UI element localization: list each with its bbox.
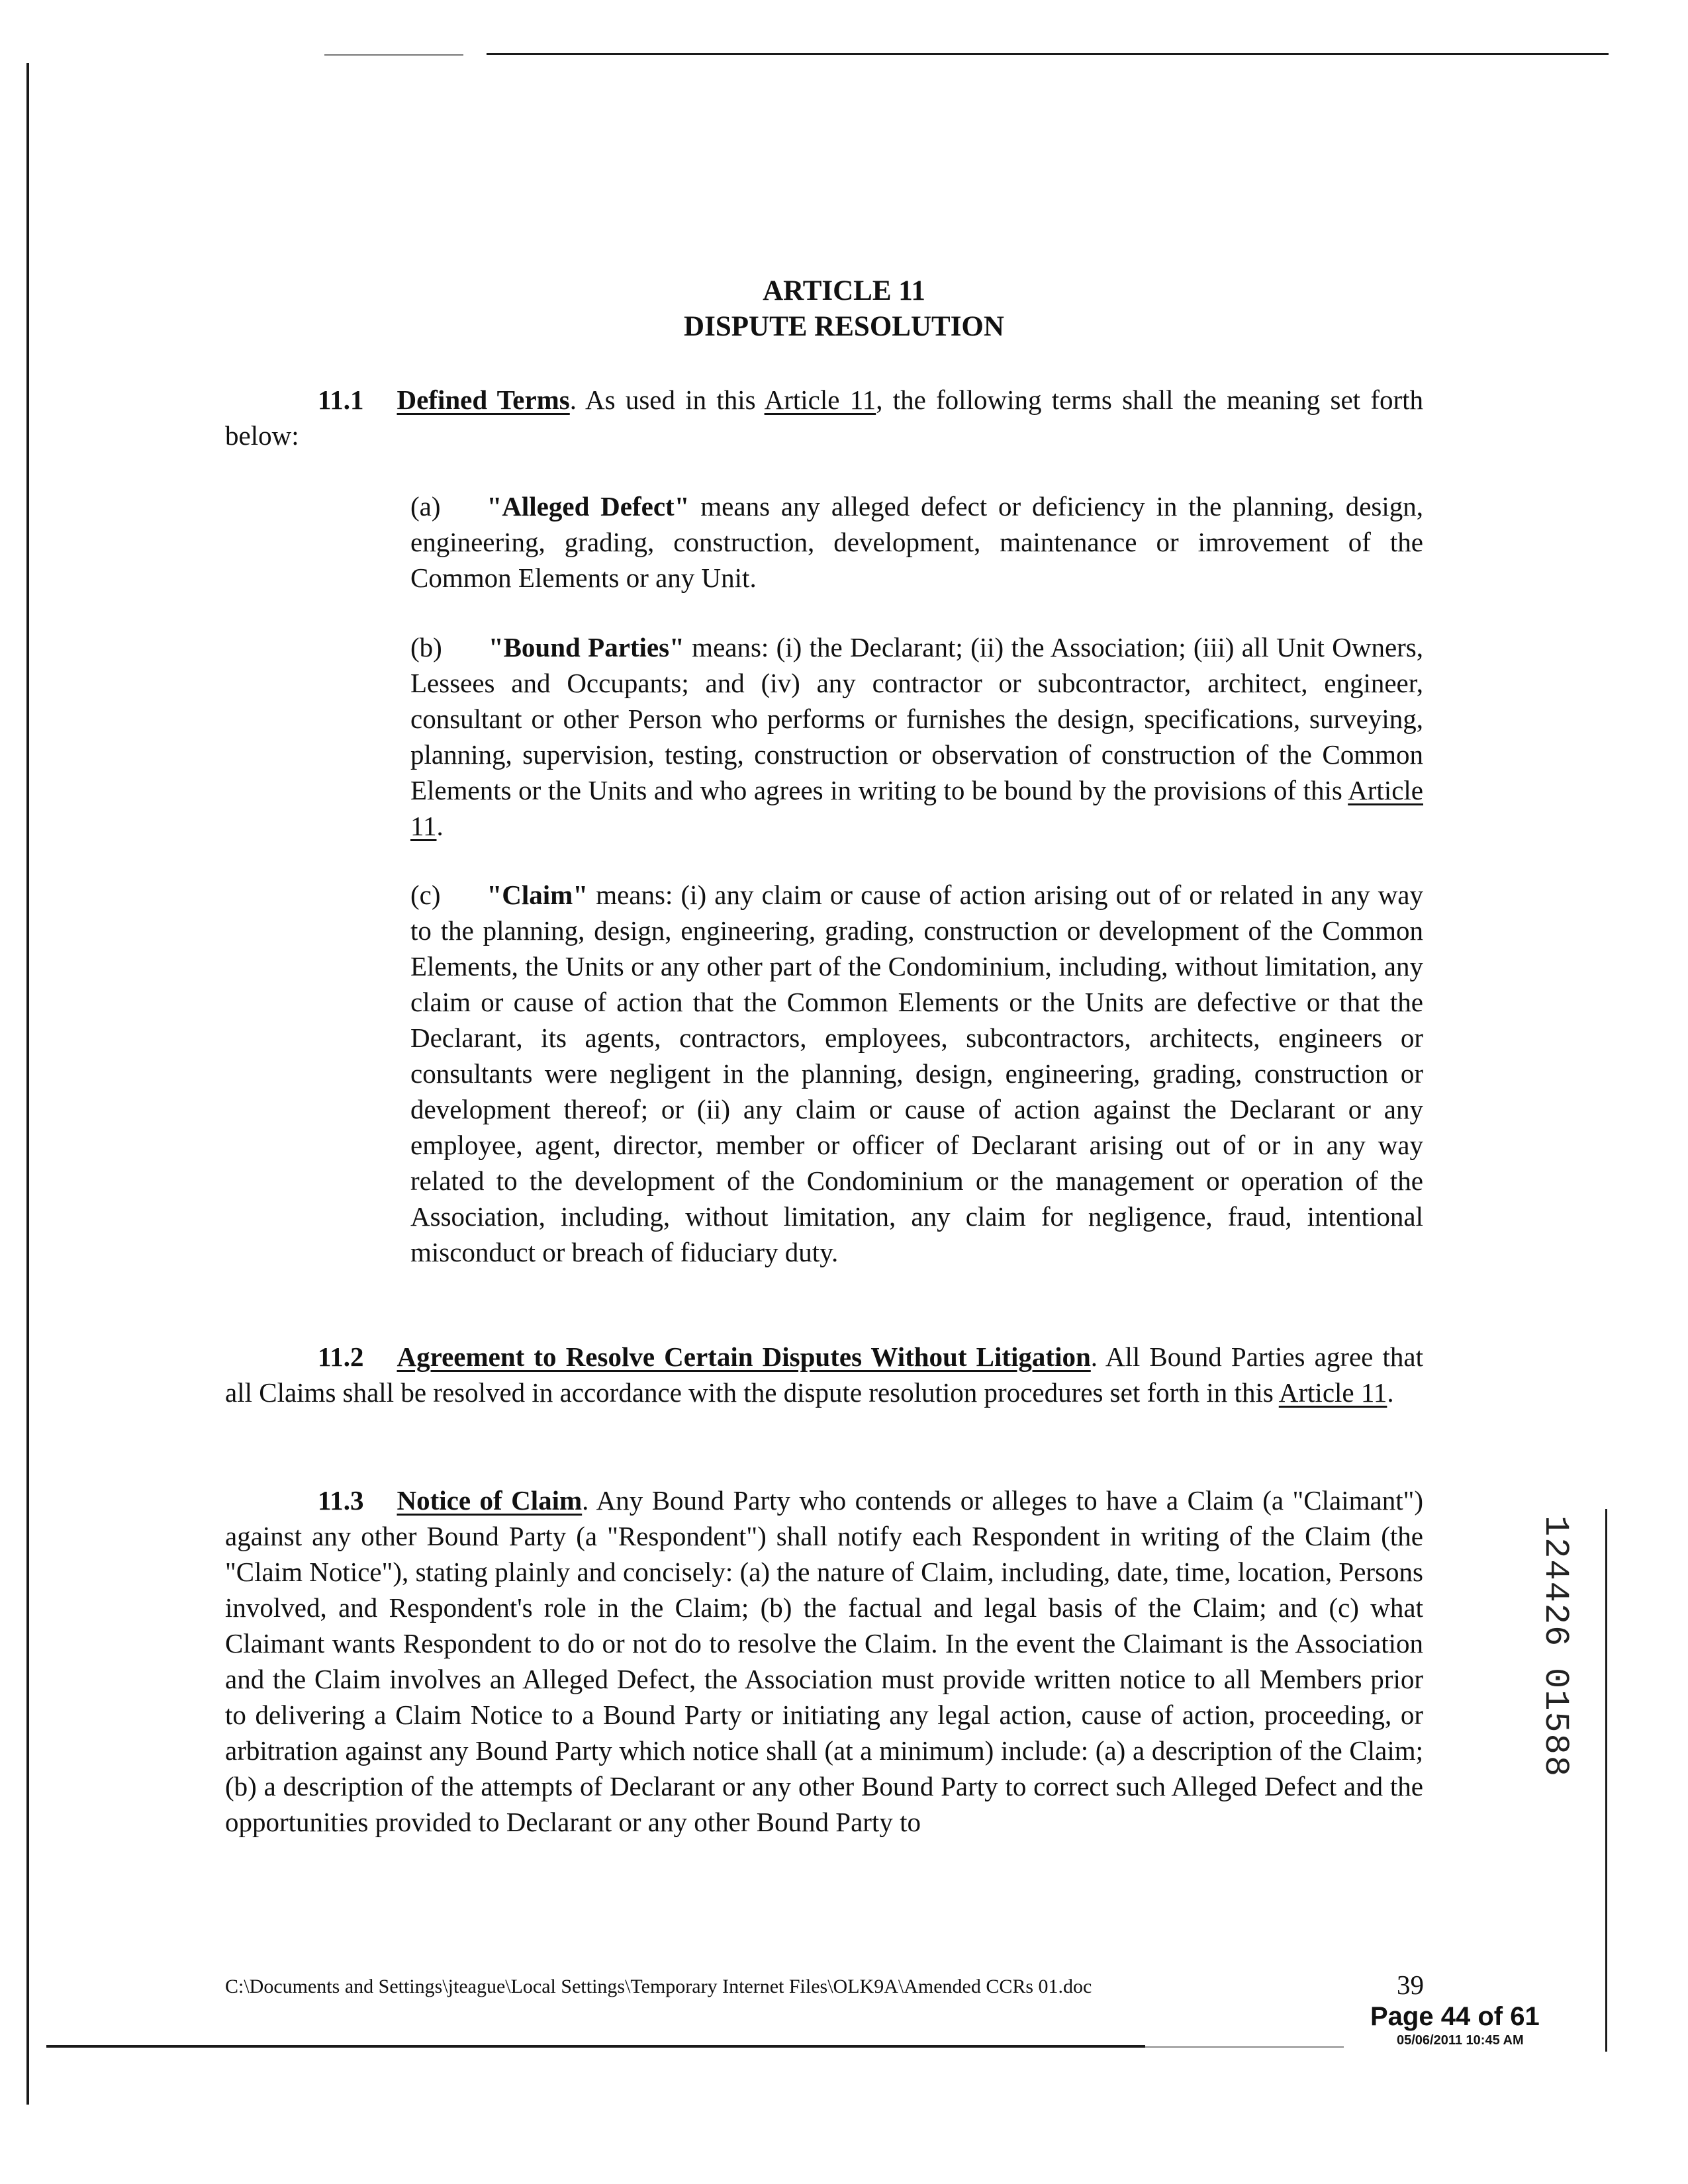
article-title: DISPUTE RESOLUTION (684, 311, 1004, 342)
defined-term: "Bound Parties" (488, 632, 684, 662)
footer-page-number: 39 (1397, 1970, 1424, 2000)
recording-stamp-top: 124426 (1536, 1516, 1575, 1648)
bottom-rule-tail (1145, 2046, 1344, 2048)
recording-stamp-bottom: 01588 (1536, 1668, 1575, 1778)
article-number: ARTICLE 11 (763, 275, 925, 306)
section-number: 11.2 (318, 1342, 364, 1372)
section-heading: Notice of Claim (397, 1485, 583, 1516)
top-rule (487, 53, 1609, 55)
footer-timestamp: 05/06/2011 10:45 AM (1397, 2033, 1524, 2048)
section-heading: Agreement to Resolve Certain Disputes Without Litigation (397, 1342, 1091, 1372)
section-number: 11.3 (318, 1485, 364, 1516)
page-of-label: Page 44 of 61 (1370, 2002, 1540, 2031)
top-rule-short (324, 54, 463, 56)
section-number: 11.1 (318, 385, 364, 415)
bottom-rule (46, 2045, 1145, 2048)
item-label: (b) (410, 632, 442, 662)
left-margin-rule (26, 63, 29, 2105)
defined-term: "Claim" (487, 880, 588, 910)
section-heading: Defined Terms (397, 385, 570, 415)
item-label: (c) (410, 880, 441, 910)
section-11-2: 11.2 Agreement to Resolve Certain Disputes Without Litigation. All Bound Parties agree that all Claims shall be resolved in accordance with the dispute resolution procedures set forth in this Article 11. (225, 1342, 1423, 1408)
footer-file-path: C:\Documents and Settings\jteague\Local Settings\Temporary Internet Files\OLK9A\Amended CCRs 01.doc (225, 1976, 1092, 1997)
definition-alleged-defect: (a) "Alleged Defect" means any alleged defect or deficiency in the planning, design, engineering, grading, construction, development, maintenance or imrovement of the Common Elements or any Unit. (410, 491, 1424, 593)
section-11-1: 11.1 Defined Terms. As used in this Article 11, the following terms shall the meaning set forth below: (225, 385, 1424, 451)
article-reference-link[interactable]: Article 11 (764, 385, 876, 415)
definition-bound-parties: (b) "Bound Parties" means: (i) the Declarant; (ii) the Association; (iii) all Unit Owners, Lessees and Occupants; and (iv) any contractor or subcontractor, architect, engineer, consultant or other Person who performs or furnishes the design, specifications, surveying, planning, supervision, testing, construction or observation of construction of the Common Elements or the Units and who agrees in writing to be bound by the provisions of this Article 11. (410, 632, 1424, 841)
item-label: (a) (410, 491, 441, 522)
right-margin-rule (1605, 1509, 1607, 2052)
definition-claim: (c) "Claim" means: (i) any claim or cause of action arising out of or related in any way to the planning, design, engineering, grading, construction or development of the Common Elements, the Units or any other part of the Condominium, including, without limitation, any claim or cause of action that the Common Elements or the Units are defective or that the Declarant, its agents, contractors, employees, subcontractors, architects, engineers or consultants were negligent in the planning, design, engineering, grading, construction or development thereof; or (ii) any claim or cause of action against the Declarant or any employee, agent, director, member or officer of Declarant arising out of or in any way related to the development of the Condominium or the management or operation of the Association, including, without limitation, any claim for negligence, fraud, intentional misconduct or breach of fiduciary duty. (410, 880, 1423, 1267)
article-reference-link[interactable]: Article 11 (410, 775, 1423, 841)
defined-term: "Alleged Defect" (487, 491, 690, 522)
article-reference-link[interactable]: Article 11 (1278, 1377, 1387, 1408)
section-11-3: 11.3 Notice of Claim. Any Bound Party who contends or alleges to have a Claim (a "Claimant") against any other Bound Party (a "Respondent") shall notify each Respondent in writing of the Claim (the "Claim Notice"), stating plainly and concisely: (a) the nature of Claim, including, date, time, location, Persons involved, and Respondent's role in the Claim; (b) the factual and legal basis of the Claim; and (c) what Claimant wants Respondent to do or not do to resolve the Claim. In the event the Claimant is the Association and the Claim involves an Alleged Defect, the Association must provide written notice to all Members prior to delivering a Claim Notice to a Bound Party or initiating any legal action, cause of action, proceeding, or arbitration against any Bound Party which notice shall (at a minimum) include: (a) a description of the Claim; (b) a description of the attempts of Declarant or any other Bound Party to correct such Alleged Defect and the opportunities provided to Declarant or any other Bound Party to (225, 1485, 1423, 1837)
